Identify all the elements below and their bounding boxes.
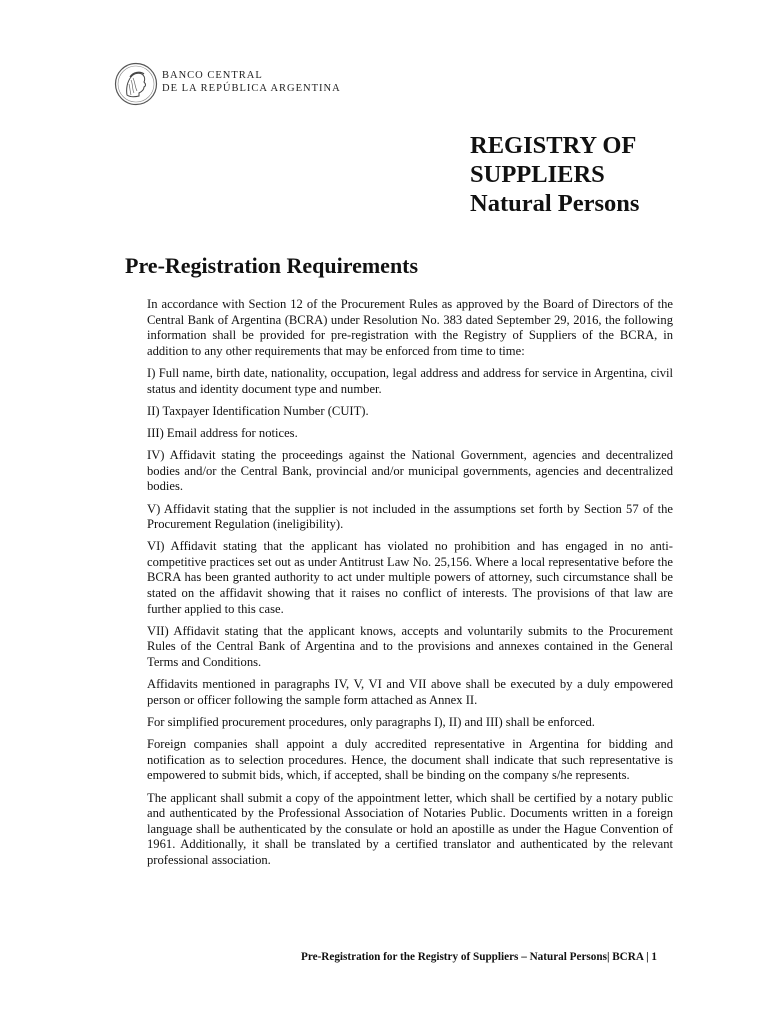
affidavits-paragraph: Affidavits mentioned in paragraphs IV, V, VI and VII above shall be executed by a duly empowered person or officer following the sample form attached as Annex II. <box>147 677 673 707</box>
requirement-vi: VI) Affidavit stating that the applicant has violated no prohibition and has engaged in no anti-competitive practices set out as under Antitrust Law No. 25,156. Where a local representative before the BCRA has been granted authority to act under multiple powers of attorney, such circumstance shall be stated on the affidavit showing that it raises no conflict of interests. The provisions of that law are further applied to this case. <box>147 539 673 616</box>
requirement-v: V) Affidavit stating that the supplier is not included in the assumptions set forth by Section 57 of the Procurement Regulation (ineligibility). <box>147 501 673 532</box>
document-title <box>470 131 639 218</box>
requirement-iii: III) Email address for notices. <box>147 425 298 440</box>
title-line3: Natural Persons <box>470 190 640 217</box>
page-footer: Pre-Registration for the Registry of Suppliers – Natural Persons| BCRA | 1 <box>301 951 657 963</box>
org-name-line2: DE LA REPÚBLICA ARGENTINA <box>162 83 341 94</box>
requirement-i: I) Full name, birth date, nationality, occupation, legal address and address for service in Argentina, civil status and identity document type and number. <box>147 365 673 396</box>
requirement-ii: II) Taxpayer Identification Number (CUIT). <box>147 403 369 418</box>
org-name <box>162 69 341 95</box>
section-heading: Pre-Registration Requirements <box>125 253 419 278</box>
requirement-vii: VII) Affidavit stating that the applicant knows, accepts and voluntarily submits to the Procurement Rules of the Central Bank of Argentina and to the provisions and annexes contained in the General Terms and Conditions. <box>147 623 673 670</box>
bcra-emblem-icon <box>114 62 158 106</box>
title-line2: SUPPLIERS <box>470 161 605 188</box>
org-name-line1: BANCO CENTRAL <box>162 70 263 81</box>
foreign-companies-paragraph: Foreign companies shall appoint a duly accredited representative in Argentina for bidding and notification as to selection procedures. Hence, the document shall indicate that such representative is empowered to submit bids, which, if accepted, shall be binding on the company s/he represents. <box>147 737 673 783</box>
appointment-letter-paragraph: The applicant shall submit a copy of the appointment letter, which shall be certified by a notary public and authenticated by the Professional Association of Notaries Public. Documents written in a foreign language shall be authenticated by the consulate or hold an apostille as under the Hague Convention of 1961. Additionally, it shall be translated by a certified translator and authenticated by the relevant professional association. <box>147 790 673 867</box>
intro-paragraph: In accordance with Section 12 of the Procurement Rules as approved by the Board of Directors of the Central Bank of Argentina (BCRA) under Resolution No. 383 dated September 29, 2016, the following information shall be provided for pre-registration with the Registry of Suppliers of the BCRA, in addition to any other requirements that may be enforced from time to time: <box>147 297 673 358</box>
title-line1: REGISTRY OF <box>470 132 637 159</box>
bcra-logo <box>114 62 341 106</box>
requirement-iv: IV) Affidavit stating the proceedings against the National Government, agencies and decentralized bodies and/or the Central Bank, provincial and/or municipal governments, agencies and decentralized bodies. <box>147 448 673 494</box>
document-body <box>147 297 673 875</box>
simplified-procedures-paragraph: For simplified procurement procedures, only paragraphs I), II) and III) shall be enforced. <box>147 715 595 729</box>
